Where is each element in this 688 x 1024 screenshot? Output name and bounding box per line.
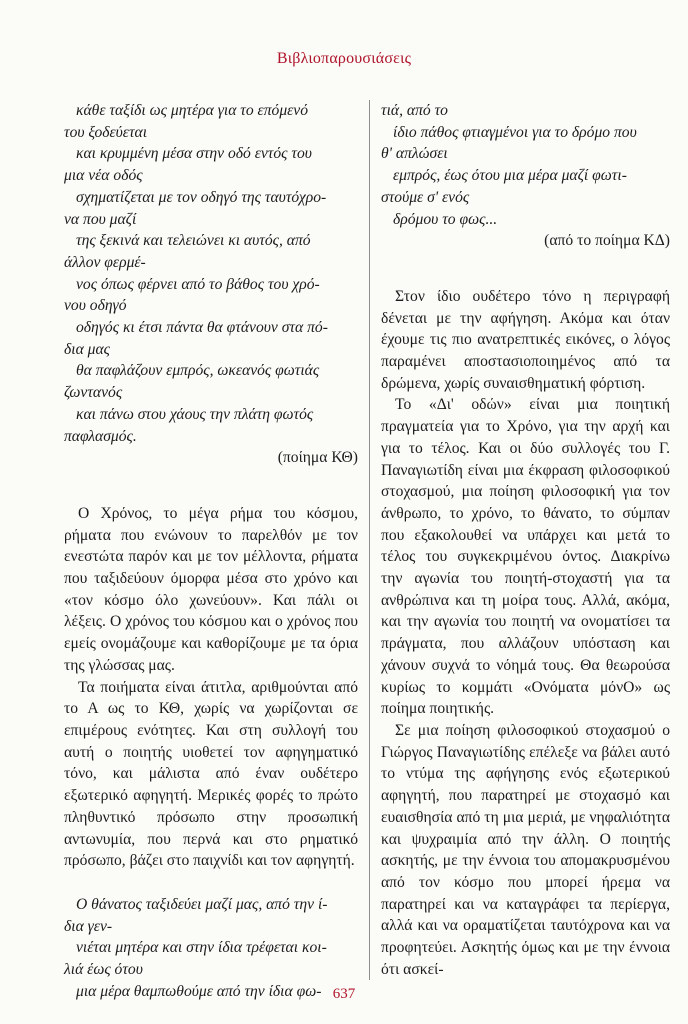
paragraph: Το «Δι' οδών» είναι μια ποιητική πραγματεία για το Χρόνο, για την αρχή και για το τέλος. Και οι δύο συλλογές του Γ. Παναγιωτίδη είναι μια έκφραση φιλοσοφικού στοχασμού, μια ποίηση φιλοσοφική για τον άνθρωπο, το χρόνο, το θάνατο, το σύμπαν που εξακολουθεί να υπάρχει και μετά το τέλος του συγκεκριμένου όντος. Διακρίνω την αγωνία του ποιητή-στοχαστή για τα ανθρώπινα και τη μοίρα τους. Αλλά, ακόμα, και την αγωνία του ποιητή να ονοματίσει τα πράγματα, που αλλάζουν υπόσταση και χάνουν συχνά το νόημά τους. Θα θεωρούσα κυρίως το κομμάτι «Ονόματα μόνΟ» ως ποίημα ποιητικής. (381, 396, 670, 718)
column-divider (369, 100, 370, 980)
poem-line: οδηγός κι έτσι πάντα θα φτάνουν στα πό- (76, 319, 328, 337)
poem-line: θ' απλώσει (381, 145, 448, 163)
poem-line: νιέται μητέρα και στην ίδια τρέφεται κοι- (76, 939, 327, 957)
paragraph: Ο Χρόνος, το μέγα ρήμα του κόσμου, ρήματα που ενώνουν το παρελθόν με τον ενεστώτα παρόν και με τον μέλλοντα, ρήματα που ταξιδεύουν όμορφα μέσα στο χρόνο και «τον κόσμο όλο χωνεύουν». Και πάλι οι λέξεις. Ο χρόνος του κόσμου και ο χρόνος που εμείς ονομάζουμε και καθορίζουμε με τα όρια της γλώσσας μας. (64, 504, 358, 674)
poem-line: κάθε ταξίδι ως μητέρα για το επόμενό (76, 102, 309, 119)
poem-line: νος όπως φέρνει από το βάθος του χρό- (76, 275, 320, 293)
poem-line: τιά, από το (381, 102, 448, 119)
poem-line: στούμε σ' ενός (381, 188, 470, 206)
poem-line: δια μας (64, 340, 111, 358)
poem-line: παφλασμός. (64, 427, 137, 445)
poem-line: της ξεκινά και τελειώνει κι αυτός, από (76, 232, 311, 250)
poem-line: και πάνω στου χάους την πλάτη φωτός (76, 405, 314, 423)
poem-line: δια γεν- (64, 917, 113, 935)
left-prose (64, 503, 358, 872)
poem-line: μια νέα οδός (64, 167, 143, 185)
poem-excerpt-1 (64, 100, 358, 447)
poem-excerpt-2-continued (381, 100, 670, 230)
right-prose (381, 286, 670, 981)
poem-line: και κρυμμένη μέσα στην οδό εντός του (76, 145, 312, 163)
poem-line: ίδιο πάθος φτιαγμένοι για το δρόμο που (393, 123, 637, 141)
poem-line: λιά έως ότου (64, 961, 143, 979)
right-column (381, 100, 670, 980)
paragraph: Στον ίδιο ουδέτερο τόνο η περιγραφή δένεται με την αφήγηση. Ακόμα και όταν έχουμε τις πιο ανατρεπτικές εικόνες, ο λόγος παραμένει αποστασιοποιημένος από τα δρώμενα, χωρίς συναισθηματική φόρτιση. (381, 287, 670, 392)
paragraph: Σε μια ποίηση φιλοσοφικού στοχασμού ο Γιώργος Παναγιωτίδης επέλεξε να βάλει αυτό το ντύμα της αφήγησης ενός εξωτερικού αφηγητή, που παρατηρεί με στοχασμό και ευαισθησία από τη μια μεριά, με νηφαλιότητα και ψυχραιμία από την άλλη. Ο ποιητής ασκητής, με την έννοια του απομακρυσμένου από τον κόσμο που μπορεί ήρεμα να παρατηρεί και να καταγράφει τα περίεργα, αλλά και να οραματίζεται ταυτόχρονα και να προφητεύει. Ασκητής όμως και με την έννοια ότι ασκεί- (381, 721, 670, 978)
poem-line: μια μέρα θαμπωθούμε από την ίδια φω- (76, 982, 322, 1000)
poem-line: νου οδηγό (64, 297, 127, 315)
poem-line: του ξοδεύεται (64, 123, 148, 141)
poem-line: να που μαζί (64, 210, 137, 228)
page-number: 637 (332, 986, 356, 1002)
running-header: Βιβλιοπαρουσιάσεις (276, 50, 412, 67)
poem-line: ζωντανός (64, 384, 123, 402)
paragraph: Τα ποιήματα είναι άτιτλα, αριθμούνται από το Α ως το ΚΘ, χωρίς να χωρίζονται σε επιμέρους ενότητες. Και στη συλλογή του αυτή ο ποιητής υιοθετεί τον αφηγηματικό τόνο, και μάλιστα από έναν ουδέτερο εξωτερικό αφηγητή. Μερικές φορές το πρώτο πληθυντικό πρόσωπο στην προσωπική αντωνυμία, που περνά και στο ρηματικό πρόσωπο, βάζει στο παιχνίδι και τον αφηγητή. (64, 678, 358, 870)
poem-line: θα παφλάζουν εμπρός, ωκεανός φωτιάς (76, 362, 320, 380)
poem-line: δρόμου το φως... (393, 210, 498, 228)
left-column (64, 100, 358, 1002)
poem-line: εμπρός, έως ότου μια μέρα μαζί φωτι- (393, 167, 627, 185)
poem-line: Ο θάνατος ταξιδεύει μαζί μας, από την ί- (76, 895, 328, 913)
poem-attribution-2: (από το ποίημα ΚΔ) (544, 232, 670, 250)
poem-attribution-1: (ποίημα ΚΘ) (277, 449, 358, 467)
poem-line: σχηματίζεται με τον οδηγό της ταυτόχρο- (76, 188, 327, 206)
poem-line: άλλον φερμέ- (64, 253, 146, 271)
